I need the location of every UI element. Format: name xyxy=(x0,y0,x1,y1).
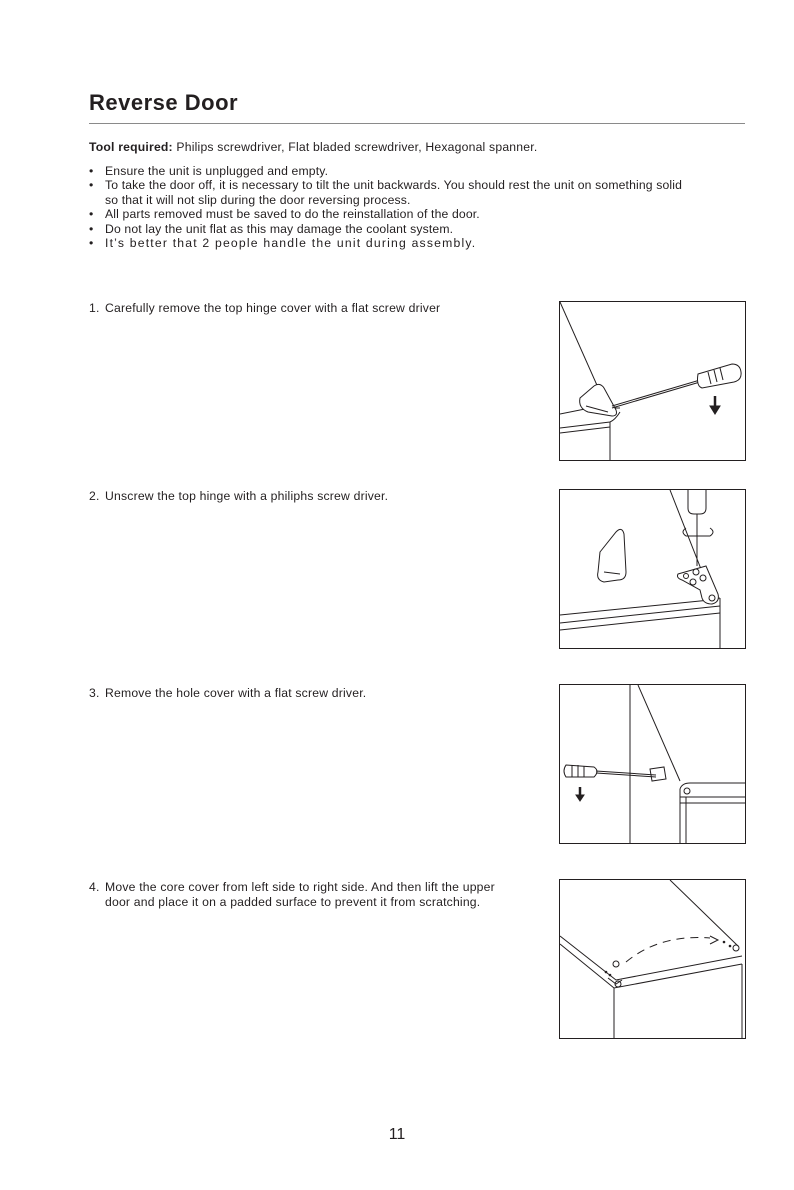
step-text-continued: door and place it on a padded surface to prevent it from scratching. xyxy=(105,895,481,909)
list-item xyxy=(89,178,749,207)
list-item-text: Ensure the unit is unplugged and empty. xyxy=(105,164,329,178)
list-item xyxy=(89,236,749,250)
list-item-text-continued: so that it will not slip during the door reversing process. xyxy=(105,192,411,207)
list-item-text: Do not lay the unit flat as this may damage the coolant system. xyxy=(105,221,454,236)
list-item-text: It’s better that 2 people handle the unit during assembly. xyxy=(105,236,477,251)
step-text: Remove the hole cover with a flat screw driver. xyxy=(105,686,367,700)
step-2 xyxy=(89,489,388,504)
bullet-icon: • xyxy=(89,236,95,251)
figure-unscrew-top-hinge xyxy=(559,489,746,649)
title-divider xyxy=(89,123,745,124)
step-3 xyxy=(89,686,366,701)
step-number: 3. xyxy=(89,686,100,700)
list-item-text: All parts removed must be saved to do the reinstallation of the door. xyxy=(105,207,480,222)
step-text: Move the core cover from left side to right side. And then lift the upper xyxy=(105,880,495,894)
step-number: 1. xyxy=(89,301,100,315)
tools-required xyxy=(89,140,537,154)
list-item xyxy=(89,207,749,221)
bullet-icon: • xyxy=(89,164,94,178)
step-4 xyxy=(89,880,495,910)
list-item xyxy=(89,222,749,236)
list-item xyxy=(89,164,749,178)
figure-move-core-cover xyxy=(559,879,746,1039)
step-number: 4. xyxy=(89,880,100,894)
page-title: Reverse Door xyxy=(89,90,239,115)
step-number: 2. xyxy=(89,489,100,503)
step-1 xyxy=(89,301,440,316)
figure-remove-hinge-cover xyxy=(559,301,746,461)
list-item-text: To take the door off, it is necessary to tilt the unit backwards. You should rest the unit on something solid xyxy=(105,178,683,193)
figure-remove-hole-cover xyxy=(559,684,746,844)
precaution-list xyxy=(89,164,749,250)
bullet-icon: • xyxy=(89,178,94,193)
tools-text: Philips screwdriver, Flat bladed screwdriver, Hexagonal spanner. xyxy=(176,140,538,154)
step-text: Carefully remove the top hinge cover with a flat screw driver xyxy=(105,301,441,315)
step-text: Unscrew the top hinge with a philiphs screw driver. xyxy=(105,489,389,503)
page-number: 11 xyxy=(388,1126,406,1143)
bullet-icon: • xyxy=(89,207,94,222)
tools-label: Tool required: xyxy=(89,140,173,154)
bullet-icon: • xyxy=(89,221,94,236)
